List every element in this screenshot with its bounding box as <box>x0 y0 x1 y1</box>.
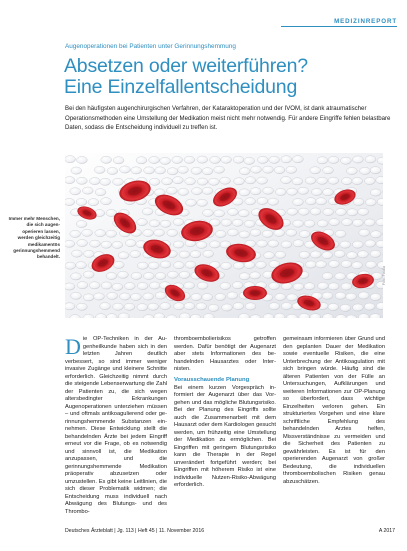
pill <box>220 282 231 289</box>
pill <box>287 294 298 301</box>
pill <box>196 303 207 310</box>
pill <box>358 208 369 215</box>
pill <box>256 261 267 268</box>
pill <box>197 199 208 206</box>
pill <box>292 178 303 185</box>
pill <box>143 293 154 300</box>
pill <box>208 304 219 311</box>
pill <box>178 188 189 195</box>
pill <box>299 251 310 258</box>
pill <box>112 283 123 290</box>
pill <box>101 198 112 205</box>
pill <box>222 304 233 311</box>
pill <box>179 251 190 258</box>
pill <box>358 292 369 299</box>
pill <box>71 292 82 299</box>
pill <box>371 231 382 238</box>
pill <box>184 156 195 163</box>
pill <box>322 273 333 280</box>
pill <box>83 294 94 301</box>
pill <box>268 198 279 205</box>
pill <box>275 251 286 258</box>
pill <box>340 241 351 248</box>
pill <box>83 271 94 278</box>
pill <box>329 260 340 267</box>
pill <box>215 230 226 237</box>
pill <box>370 250 381 257</box>
pill <box>365 240 376 247</box>
pill <box>352 177 363 184</box>
pill <box>167 229 178 236</box>
pill <box>233 262 244 269</box>
pill <box>149 220 160 227</box>
pill <box>184 282 195 289</box>
pill <box>234 178 245 185</box>
pill <box>317 157 328 164</box>
pill <box>136 157 147 164</box>
pill <box>160 303 171 310</box>
pill <box>202 187 213 194</box>
pill <box>209 178 220 185</box>
pill <box>118 252 129 259</box>
image-caption: Immer mehr Menschen, die sich augenoperieren lassen, werden gleichzeitig medikamentös gerinnungshemmend behandelt. <box>8 216 60 260</box>
pill <box>76 262 87 269</box>
image-credit: Foto: Fotolia <box>382 266 386 285</box>
pill <box>89 178 100 185</box>
pill <box>148 262 159 269</box>
pill <box>239 189 250 196</box>
pill <box>323 189 334 196</box>
pill <box>94 293 105 300</box>
headline-line-2: Eine Einzelfallentscheidung <box>64 76 298 98</box>
pill <box>77 239 88 246</box>
pill <box>192 188 203 195</box>
body-paragraph-2b: Bei einem kurzen Vorgespräch informiert der Augenarzt über das Vorgehen und das mögliche Blutungsrisiko. Bei der Planung des Eingriffs sollte auch die Zusammenarbeit mit dem Hausarzt oder dem Kardiologen gesucht werden, um frühzeitig eine Umstellung der Medikation zu ermöglichen. Bei Eingriffen mit geringem Blutungsrisiko kann die Therapie in der Regel unverändert fortgeführt werden; bei Eingriffen mit höherem Risiko ist eine individuelle Nutzen-Risiko-Abwägung erforderlich. <box>174 384 276 488</box>
pill <box>215 293 226 300</box>
article-lead: Bei den häufigsten augenchirurgischen Verfahren, der Kataraktoperation und der IVOM, ist dank atraumatischer Operationsmethoden eine Umstellung der Medikation meist nicht mehr notwendig. Für andere Eingriffe fehlen belastbare Daten, sodass die Entscheidung individuell zu treffen ist. <box>65 105 391 131</box>
pill <box>334 250 345 257</box>
pill <box>149 282 160 289</box>
pill <box>72 250 83 257</box>
pill <box>120 166 131 173</box>
pill <box>71 273 82 280</box>
pill <box>227 292 238 299</box>
pill <box>173 262 184 269</box>
pill <box>95 189 106 196</box>
pill <box>364 219 375 226</box>
pill <box>162 178 173 185</box>
pill <box>70 230 81 237</box>
pill <box>143 272 154 279</box>
pill <box>203 209 214 216</box>
pill <box>155 167 166 174</box>
pill <box>341 157 352 164</box>
pill <box>244 157 255 164</box>
pill <box>335 230 346 237</box>
pill <box>250 188 261 195</box>
body-column-1 <box>65 336 167 516</box>
pill <box>77 156 88 163</box>
pill <box>210 241 221 248</box>
pill <box>298 208 309 215</box>
pill <box>370 189 381 196</box>
pill <box>268 240 279 247</box>
section-rule <box>281 26 397 27</box>
pill <box>310 251 321 258</box>
pill <box>125 240 136 247</box>
pill <box>251 166 262 173</box>
pill <box>275 188 286 195</box>
pill <box>365 199 376 206</box>
pill <box>148 303 159 310</box>
pill <box>221 219 232 226</box>
pill <box>131 167 142 174</box>
pill <box>106 230 117 237</box>
pill <box>124 283 135 290</box>
pill <box>197 282 208 289</box>
pill <box>88 199 99 206</box>
pill <box>221 156 232 163</box>
body-paragraph-1 <box>65 336 167 516</box>
pill <box>89 282 100 289</box>
pill <box>77 303 88 310</box>
pill <box>335 292 346 299</box>
pill <box>305 177 316 184</box>
pill <box>179 271 190 278</box>
pill <box>113 178 124 185</box>
footer-page-number: A 2017 <box>378 528 395 534</box>
pill <box>137 262 148 269</box>
pill <box>287 208 298 215</box>
pill <box>186 199 197 206</box>
pill <box>257 177 268 184</box>
pill <box>364 177 375 184</box>
pill <box>113 303 124 310</box>
pill <box>281 156 292 163</box>
pill <box>137 282 148 289</box>
body-column-3 <box>283 336 385 486</box>
pill <box>340 304 351 311</box>
pill <box>322 292 333 299</box>
pill <box>185 178 196 185</box>
pill <box>94 166 105 173</box>
pill <box>257 240 268 247</box>
pill <box>250 272 261 279</box>
pill <box>311 188 322 195</box>
pill <box>118 271 129 278</box>
pill <box>364 303 375 310</box>
section-label: MEDIZINREPORT <box>334 18 397 25</box>
pill <box>154 229 165 236</box>
pill <box>263 166 274 173</box>
pill <box>77 177 88 184</box>
pill <box>359 229 370 236</box>
pill <box>210 156 221 163</box>
pill <box>239 273 250 280</box>
pill <box>335 273 346 280</box>
pill <box>160 220 171 227</box>
pill <box>120 293 131 300</box>
pill <box>250 229 261 236</box>
pill <box>221 262 232 269</box>
pill <box>370 293 381 300</box>
pill <box>90 240 101 247</box>
pill <box>173 177 184 184</box>
article-headline <box>64 56 394 98</box>
pill <box>318 282 329 289</box>
pill <box>281 241 292 248</box>
pill <box>228 229 239 236</box>
pill <box>228 208 239 215</box>
pill <box>328 156 339 163</box>
section-subhead: Vorausschauende Planung <box>174 376 250 383</box>
pill <box>144 167 155 174</box>
pill <box>155 272 166 279</box>
pill <box>310 208 321 215</box>
pill <box>346 293 357 300</box>
pill <box>65 240 75 247</box>
pill <box>172 156 183 163</box>
pill <box>323 208 334 215</box>
pill <box>65 303 75 310</box>
pill <box>77 282 88 289</box>
pill <box>76 198 87 205</box>
drop-cap: D <box>65 334 81 359</box>
pill <box>214 166 225 173</box>
pill <box>244 261 255 268</box>
pill <box>202 168 213 175</box>
hero-image <box>65 153 383 318</box>
pill <box>269 303 280 310</box>
pill <box>107 167 118 174</box>
pill <box>160 261 171 268</box>
pill <box>167 168 178 175</box>
pill <box>65 283 75 290</box>
pill <box>197 156 208 163</box>
pill <box>202 294 213 301</box>
pill <box>203 250 214 257</box>
pill <box>84 250 95 257</box>
pill <box>274 229 285 236</box>
pill <box>173 218 184 225</box>
pill <box>347 167 358 174</box>
pill <box>358 251 369 258</box>
pill <box>293 283 304 290</box>
pill <box>298 187 309 194</box>
pill <box>160 157 171 164</box>
body-paragraph-2a: thromboembolierisikos getroffen werden. Dafür benötigt der Augenarzt aber stets Informationen des behandelnden Hausarztes oder Internisten. <box>174 336 276 372</box>
pill <box>316 261 327 268</box>
pill <box>233 303 244 310</box>
pill <box>101 282 112 289</box>
pill <box>293 220 304 227</box>
pill <box>166 187 177 194</box>
pill <box>299 231 310 238</box>
red-blood-cell <box>243 286 267 300</box>
pill <box>264 252 275 259</box>
pill <box>328 177 339 184</box>
pill <box>239 168 250 175</box>
pill <box>281 302 292 309</box>
pill <box>131 293 142 300</box>
pill <box>191 167 202 174</box>
body-column-2 <box>174 336 276 490</box>
pill <box>287 188 298 195</box>
pill <box>124 303 135 310</box>
pill <box>370 167 381 174</box>
pill <box>101 241 112 248</box>
pill <box>185 261 196 268</box>
pill <box>274 167 285 174</box>
pill <box>65 198 75 205</box>
pill <box>328 303 339 310</box>
pill <box>365 156 376 163</box>
pill <box>82 187 93 194</box>
pill <box>275 293 286 300</box>
pill <box>149 178 160 185</box>
pill <box>341 260 352 267</box>
pill <box>353 156 364 163</box>
pill <box>82 229 93 236</box>
pill <box>184 303 195 310</box>
pill <box>173 241 184 248</box>
pill <box>149 156 160 163</box>
pill <box>130 251 141 258</box>
pill <box>360 167 371 174</box>
pill <box>70 188 81 195</box>
pill <box>328 283 339 290</box>
pill <box>323 167 334 174</box>
pill <box>269 282 280 289</box>
pill <box>214 210 225 217</box>
body-paragraph-3: gemeinsam informieren über Grund und den geplanten Dauer der Medikation sowie eventuelle Risiken, die eine Unterbrechung der Antikoagulation mit sich bringen würde. Häufig sind die älteren Patienten von der Fülle an Untersuchungen, Aufklärungen und weiteren Informationen zur OP-Planung so überfordert, dass wichtige Einzelheiten verloren gehen. Ein strukturiertes Vorgehen und eine klare schriftliche Empfehlung des behandelnden Arztes helfen, Missverständnisse zu vermeiden und die Sicherheit des Patienten zu gewährleisten. Es ist für den operierenden Augenarzt von großer Bedeutung, die individuellen thromboembolischen Risiken genau abzuschätzen. <box>283 336 385 485</box>
pill <box>336 208 347 215</box>
pill <box>65 262 76 269</box>
footer-journal: Deutsches Ärzteblatt | Jg. 113 | Heft 45 | 11. November 2016 <box>65 528 205 534</box>
pill <box>282 283 293 290</box>
pill <box>329 219 340 226</box>
pill <box>286 166 297 173</box>
pill <box>347 209 358 216</box>
pill <box>353 304 364 311</box>
pill <box>220 177 231 184</box>
pill <box>293 199 304 206</box>
pill <box>137 219 148 226</box>
pill <box>113 157 124 164</box>
pill <box>190 251 201 258</box>
pills-and-blood-cells-illustration <box>65 153 383 318</box>
pill <box>353 198 364 205</box>
pill <box>269 156 280 163</box>
pill <box>341 283 352 290</box>
pill <box>262 230 273 237</box>
pill <box>95 230 106 237</box>
pill <box>101 156 112 163</box>
pill <box>232 219 243 226</box>
pill <box>107 292 118 299</box>
pill <box>174 303 185 310</box>
pill <box>65 156 76 163</box>
pill <box>316 198 327 205</box>
pill <box>317 220 328 227</box>
pill <box>244 220 255 227</box>
pill <box>293 240 304 247</box>
pill <box>263 187 274 194</box>
pill <box>304 220 315 227</box>
pill <box>286 229 297 236</box>
pill <box>310 167 321 174</box>
pill <box>137 304 148 311</box>
pill <box>233 156 244 163</box>
body-text-1: ie OP-Techniken in der Augenheilkunde haben sich in den letzten Jahren deutlich verbessert, so sind immer weniger invasive Zugänge und kleinere Schnitte erforderlich. Gleichzeitig nimmt durch die steigende Lebenserwartung die Zahl der Patienten zu, die sich wegen altersbedingter Erkrankungen Augenoperationen unterziehen müssen – und oftmals antikoagulierend oder gerinnungshemmende Substanzen einnehmen. Diese Entwicklung stellt die behandelnden Ärzte bei jedem Eingriff erneut vor die Frage, ob es notwendig und sinnvoll ist, die Medikation anzupassen, und die gerinnungshemmende Medikation präoperativ abzusetzen oder umzustellen. Es gibt keine Leitlinien, die sich dieser Problematik widmen; die Entscheidung muss individuell nach Abwägung des Blutungs- und des Thrombo- <box>65 336 167 515</box>
pill <box>143 229 154 236</box>
pill <box>306 198 317 205</box>
pill <box>293 156 304 163</box>
pill <box>306 261 317 268</box>
headline-line-1: Absetzen oder weiterführen? <box>64 55 308 77</box>
pill <box>257 156 268 163</box>
pill <box>71 167 82 174</box>
pill <box>245 303 256 310</box>
pill <box>197 178 208 185</box>
pill <box>353 219 364 226</box>
pill <box>239 231 250 238</box>
pill <box>168 271 179 278</box>
pill <box>245 177 256 184</box>
pill <box>322 252 333 259</box>
pill <box>304 283 315 290</box>
pill <box>347 252 358 259</box>
pill <box>100 303 111 310</box>
pill <box>352 262 363 269</box>
pill <box>366 261 377 268</box>
pill <box>196 241 207 248</box>
pill <box>131 272 142 279</box>
pill <box>342 219 353 226</box>
pill <box>113 261 124 268</box>
pill <box>281 177 292 184</box>
pill <box>178 166 189 173</box>
pill <box>232 282 243 289</box>
pill <box>341 178 352 185</box>
pill <box>352 241 363 248</box>
pill <box>238 210 249 217</box>
pill <box>100 178 111 185</box>
pill <box>245 198 256 205</box>
pill <box>112 241 123 248</box>
pill <box>106 272 117 279</box>
pill <box>317 177 328 184</box>
pill <box>191 294 202 301</box>
blood-cell-center <box>250 290 261 296</box>
pill <box>65 177 75 184</box>
pill <box>76 220 87 227</box>
article-kicker: Augenoperationen bei Patienten unter Gerinnungshemmung <box>65 43 236 50</box>
pill <box>257 197 268 204</box>
pill <box>155 292 166 299</box>
pill <box>142 208 153 215</box>
